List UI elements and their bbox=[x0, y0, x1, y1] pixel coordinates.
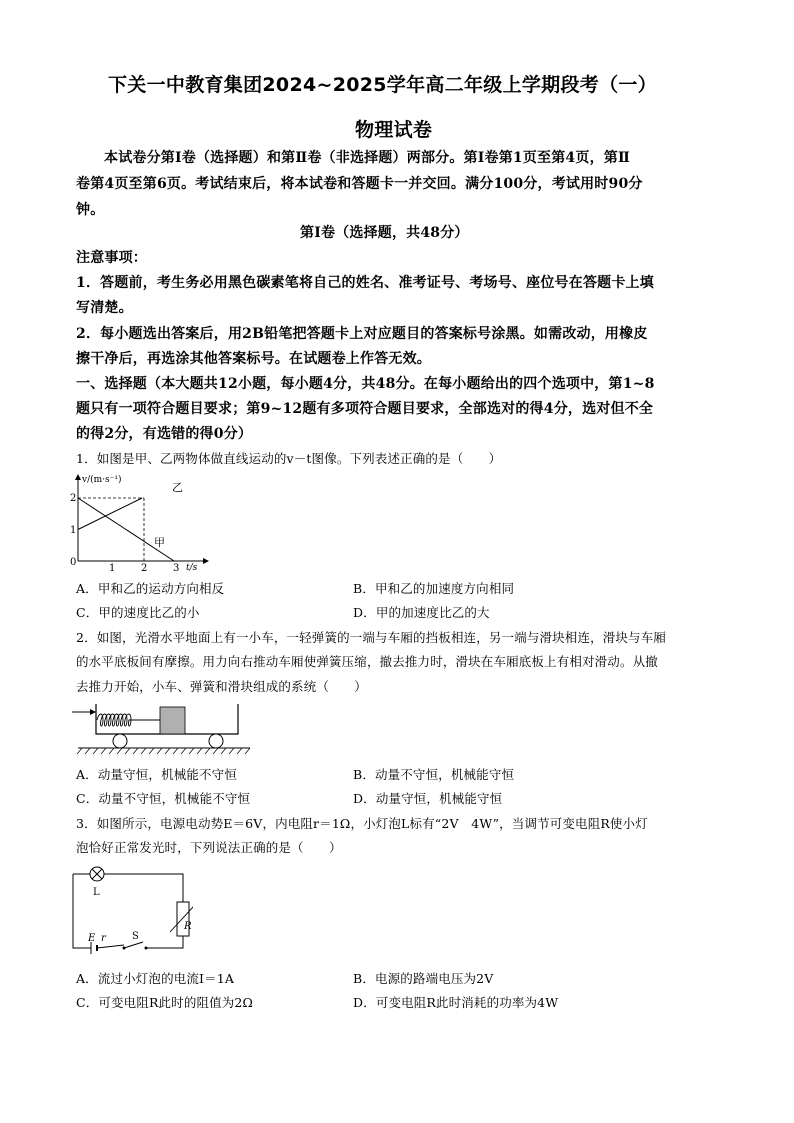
notice-line: 写清楚。 bbox=[76, 300, 133, 316]
wheel bbox=[113, 734, 127, 748]
intro-line: 卷第4页至第6页。考试结束后，将本试卷和答题卡一并交回。满分100分，考试用时90分 bbox=[76, 176, 643, 192]
part1-title: 第Ⅰ卷（选择题，共48分） bbox=[300, 225, 469, 241]
q2-stem-line: 2．如图，光滑水平地面上有一小车，一轻弹簧的一端与车厢的挡板相连，另一端与滑块相连，滑块与车厢 bbox=[76, 630, 667, 645]
x-axis-label: t/s bbox=[186, 563, 198, 573]
q1-option-c[interactable]: C．甲的速度比乙的小 bbox=[76, 605, 200, 620]
q1-option-b[interactable]: B．甲和乙的加速度方向相同 bbox=[353, 581, 515, 596]
x-tick-label: 2 bbox=[141, 563, 148, 574]
q1-stem: 1．如图是甲、乙两物体做直线运动的v－t图像。下列表述正确的是（ ） bbox=[76, 451, 502, 466]
line-jia bbox=[78, 498, 174, 561]
switch-label: S bbox=[132, 931, 139, 942]
q3-option-d[interactable]: D．可变电阻R此时消耗的功率为4W bbox=[353, 995, 559, 1010]
q2-option-a[interactable]: A．动量守恒，机械能不守恒 bbox=[76, 767, 237, 782]
intro-line: 本试卷分第Ⅰ卷（选择题）和第Ⅱ卷（非选择题）两部分。第Ⅰ卷第1页至第4页，第Ⅱ bbox=[104, 150, 630, 166]
internal-r-label: r bbox=[101, 933, 106, 944]
section-heading: 题只有一项符合题目要求；第9~12题有多项符合题目要求，全部选对的得4分，选对但不全 bbox=[76, 401, 654, 417]
x-tick-label: 3 bbox=[173, 563, 180, 574]
notice-line: 1．答题前，考生务必用黑色碳素笔将自己的姓名、准考证号、考场号、座位号在答题卡上填 bbox=[76, 275, 654, 291]
q3-stem-line: 泡恰好正常发光时，下列说法正确的是（ ） bbox=[76, 840, 342, 855]
switch-lever bbox=[124, 942, 143, 948]
line-yi bbox=[78, 498, 142, 530]
section-heading: 的得2分，有选错的得0分） bbox=[76, 426, 253, 442]
q2-option-c[interactable]: C．动量不守恒，机械能不守恒 bbox=[76, 791, 251, 806]
lamp-label: L bbox=[93, 887, 100, 898]
q3-option-c[interactable]: C．可变电阻R此时的阻值为2Ω bbox=[76, 995, 254, 1010]
q2-option-b[interactable]: B．动量不守恒，机械能守恒 bbox=[353, 767, 515, 782]
section-heading: 一、选择题（本大题共12小题，每小题4分，共48分。在每小题给出的四个选项中，第1~8 bbox=[76, 376, 655, 392]
y-tick-label: 2 bbox=[70, 493, 77, 504]
notice-line: 2．每小题选出答案后，用2B铅笔把答题卡上对应题目的答案标号涂黑。如需改动，用橡皮 bbox=[76, 326, 648, 342]
exam-title: 下关一中教育集团2024~2025学年高二年级上学期段考（一） bbox=[108, 74, 657, 96]
q2-option-d[interactable]: D．动量守恒，机械能守恒 bbox=[353, 791, 503, 806]
vt-graph bbox=[68, 470, 218, 576]
circuit-diagram bbox=[68, 862, 193, 954]
q1-option-a[interactable]: A．甲和乙的运动方向相反 bbox=[76, 581, 225, 596]
switch-contact bbox=[145, 947, 148, 950]
resistor-label: R bbox=[184, 921, 192, 932]
cart-spring-diagram bbox=[70, 700, 255, 758]
emf-label: E bbox=[88, 933, 96, 944]
q3-stem-line: 3．如图所示，电源电动势E＝6V，内电阻r＝1Ω，小灯泡L标有“2V 4W”，当调节可变电阻R使小灯 bbox=[76, 816, 648, 831]
wheel bbox=[209, 734, 223, 748]
x-tick-label: 1 bbox=[109, 563, 116, 574]
q1-option-d[interactable]: D．甲的加速度比乙的大 bbox=[353, 605, 490, 620]
label-jia: 甲 bbox=[154, 536, 165, 549]
slider-block bbox=[160, 707, 185, 734]
intro-line: 钟。 bbox=[76, 202, 105, 218]
y-tick-label: 1 bbox=[70, 525, 77, 536]
y-axis-label: v/(m·s⁻¹) bbox=[82, 475, 122, 485]
q2-stem-line: 去推力开始，小车、弹簧和滑块组成的系统（ ） bbox=[76, 679, 367, 694]
q3-option-a[interactable]: A．流过小灯泡的电流I＝1A bbox=[76, 971, 235, 986]
label-yi: 乙 bbox=[172, 481, 183, 494]
q3-option-b[interactable]: B．电源的路端电压为2V bbox=[353, 971, 494, 986]
q2-stem-line: 的水平底板间有摩擦。用力向右推动车厢使弹簧压缩，撤去推力时，滑块在车厢底板上有相对滑动。从撤 bbox=[76, 654, 658, 669]
notice-title: 注意事项： bbox=[76, 250, 147, 266]
notice-line: 擦干净后，再选涂其他答案标号。在试题卷上作答无效。 bbox=[76, 351, 431, 367]
y-tick-label: 0 bbox=[70, 557, 77, 568]
subject-title: 物理试卷 bbox=[355, 119, 433, 141]
spring bbox=[97, 714, 160, 726]
ground-hatch bbox=[77, 748, 250, 754]
